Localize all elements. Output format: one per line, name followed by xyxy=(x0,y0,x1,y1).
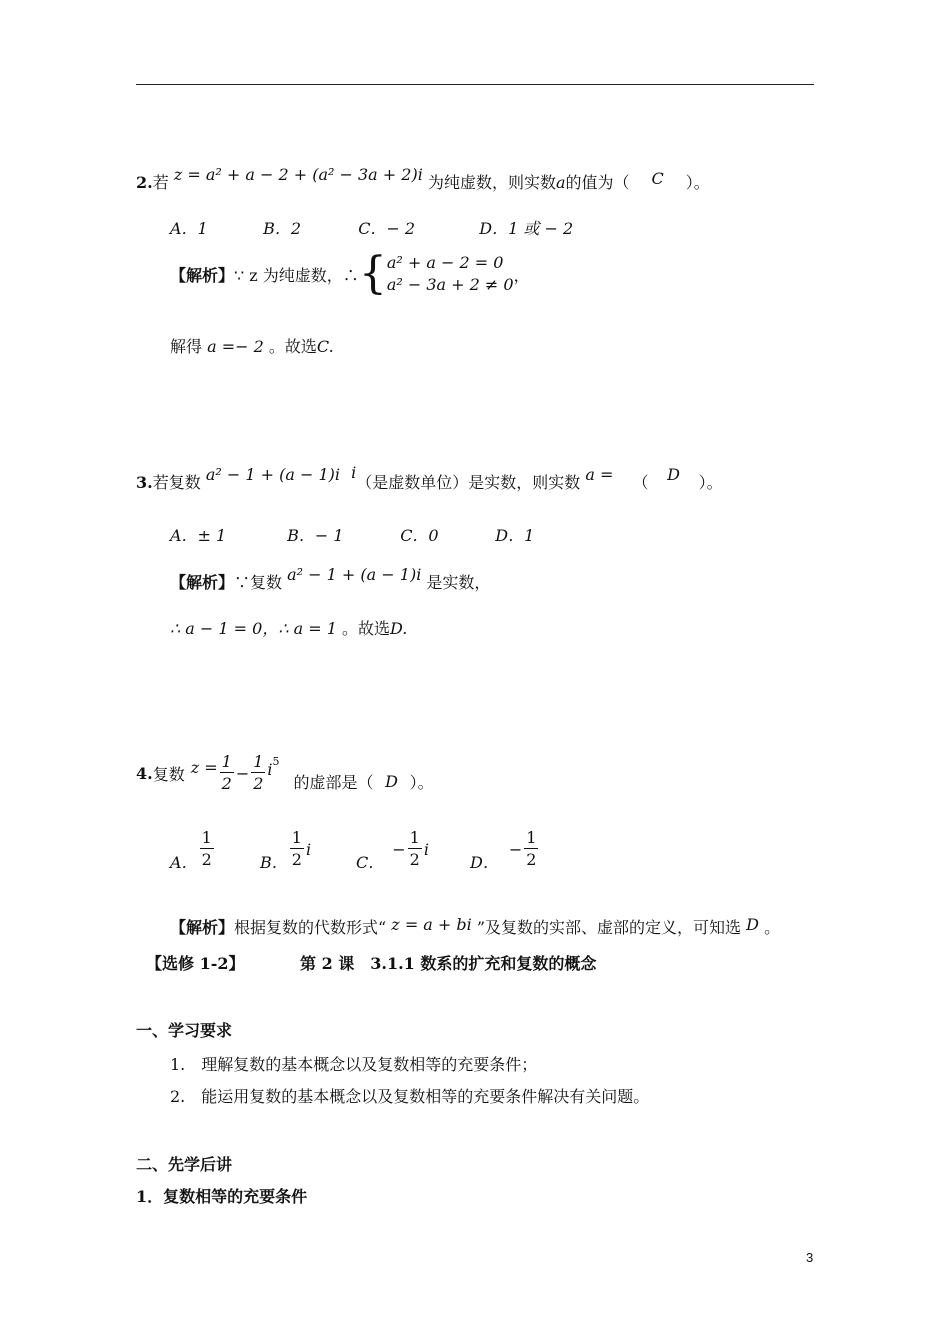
math-expression: a = xyxy=(585,465,614,484)
question-3-analysis xyxy=(170,565,491,593)
text: 为纯虚数，则实数 xyxy=(427,173,556,192)
math-expression: ∴ a − 1 = 0，∴ a = 1 xyxy=(170,619,337,638)
option-d: D．1 xyxy=(495,526,535,545)
option-c: C．0 xyxy=(400,526,439,545)
math-var: i xyxy=(305,839,312,859)
denominator: 2 xyxy=(409,850,420,869)
answer: C xyxy=(651,169,664,188)
question-2-options xyxy=(170,216,573,239)
fraction xyxy=(251,754,265,792)
fraction xyxy=(290,830,304,868)
question-4-options xyxy=(170,828,540,872)
question-2-conclusion xyxy=(170,334,334,357)
text: ）。 xyxy=(685,173,710,192)
text: 。故选 xyxy=(268,337,317,356)
question-3-options xyxy=(170,523,534,546)
text: − xyxy=(392,839,406,859)
text: ）。 xyxy=(409,772,434,792)
denominator: 2 xyxy=(201,850,212,869)
text: 复数 xyxy=(152,764,185,784)
option-a: A．1 xyxy=(170,219,208,238)
text: 根据复数的代数形式“ xyxy=(234,918,387,937)
option-c xyxy=(356,828,470,872)
numerator: 1 xyxy=(291,828,302,847)
denominator: 2 xyxy=(253,774,264,793)
text: − xyxy=(508,839,523,859)
option-d: D．1 或 − 2 xyxy=(479,219,574,238)
text: ”及复数的实部、虚部的定义，可知选 xyxy=(476,918,742,937)
text: 若复数 xyxy=(152,473,201,492)
requirement-item: 2. 能运用复数的基本概念以及复数相等的充要条件解决有关问题。 xyxy=(170,1087,650,1106)
analysis-label: 【解析】 xyxy=(170,918,235,937)
denominator: 2 xyxy=(221,774,232,793)
text: 的值为（ xyxy=(565,173,630,192)
math-expression: z = a + bi xyxy=(391,915,472,934)
question-number: 2. xyxy=(136,173,153,192)
answer: D. xyxy=(390,619,408,638)
math-expression: a =− 2 xyxy=(207,337,264,356)
question-2-stem xyxy=(136,165,710,193)
option-b: B．2 xyxy=(263,219,302,238)
question-2-analysis xyxy=(170,248,530,299)
fraction xyxy=(200,830,214,868)
equation: a² + a − 2 = 0 xyxy=(386,253,504,272)
math-expression: z = a² + a − 2 + (a² − 3a + 2)i xyxy=(173,165,423,184)
text: 。故选 xyxy=(341,619,390,638)
header-rule xyxy=(136,84,814,85)
text: 解得 xyxy=(170,337,203,356)
numerator: 1 xyxy=(526,828,537,847)
option-a: A．± 1 xyxy=(170,526,227,545)
text: 是实数， xyxy=(426,573,491,592)
question-4-analysis xyxy=(170,915,780,938)
math-expression: z = xyxy=(190,757,218,777)
text: （ xyxy=(632,473,649,492)
numerator: 1 xyxy=(253,752,264,771)
text: 。 xyxy=(764,918,781,937)
math-var: i xyxy=(351,463,357,482)
numerator: 1 xyxy=(409,828,420,847)
analysis-label: 【解析】 xyxy=(170,265,235,285)
equation: a² − 3a + 2 ≠ 0 xyxy=(386,275,514,294)
equation-system xyxy=(387,252,514,296)
text: ∵ z 为纯虚数，∴ xyxy=(234,265,359,285)
option-b: B．− 1 xyxy=(287,526,344,545)
section-heading: 二、先学后讲 xyxy=(136,1155,233,1174)
option-c: C．− 2 xyxy=(358,219,416,238)
fraction xyxy=(524,830,538,868)
math-var: a xyxy=(555,173,566,192)
question-4-stem xyxy=(136,754,434,792)
lesson-title: 第 2 课 3.1.1 数系的扩充和复数的概念 xyxy=(300,954,597,973)
text: ）。 xyxy=(698,473,723,492)
text: 若 xyxy=(152,173,169,192)
option-d xyxy=(470,828,540,872)
option-b xyxy=(260,828,356,872)
math-expression: a² − 1 + (a − 1)i xyxy=(205,465,340,484)
question-number: 3. xyxy=(136,473,153,492)
analysis-label: 【解析】 xyxy=(170,573,235,592)
answer: D xyxy=(667,465,680,484)
math-var: i xyxy=(423,839,429,859)
option-a xyxy=(170,828,260,872)
page-number: 3 xyxy=(806,1250,814,1265)
math-expression: a² − 1 + (a − 1)i xyxy=(287,565,422,584)
text: ， xyxy=(513,265,530,285)
exponent: 5 xyxy=(272,754,280,768)
text: （是虚数单位）是实数，则实数 xyxy=(356,473,581,492)
answer: D xyxy=(746,915,759,934)
text: ∵复数 xyxy=(234,573,283,592)
module-tag: 【选修 1-2】 xyxy=(146,954,245,973)
question-3-stem xyxy=(136,463,723,493)
numerator: 1 xyxy=(221,752,232,771)
subsection-heading: 1．复数相等的充要条件 xyxy=(136,1187,308,1206)
numerator: 1 xyxy=(201,828,212,847)
requirement-item: 1. 理解复数的基本概念以及复数相等的充要条件； xyxy=(170,1055,538,1074)
answer: C. xyxy=(316,337,334,356)
section-heading: 一、学习要求 xyxy=(136,1021,233,1040)
denominator: 2 xyxy=(291,850,302,869)
option-letter: B． xyxy=(260,852,288,872)
math-var: i xyxy=(267,759,273,779)
text: 的虚部是（ xyxy=(293,772,374,792)
denominator: 2 xyxy=(526,850,537,869)
fraction xyxy=(408,830,422,868)
option-letter: A． xyxy=(170,852,198,872)
text: − xyxy=(235,763,250,783)
question-number: 4. xyxy=(136,763,153,783)
answer: D xyxy=(385,771,398,791)
left-brace-icon: { xyxy=(358,248,387,299)
option-letter: D． xyxy=(470,852,499,872)
option-letter: C． xyxy=(356,852,385,872)
question-3-conclusion xyxy=(170,616,407,639)
fraction xyxy=(220,754,234,792)
